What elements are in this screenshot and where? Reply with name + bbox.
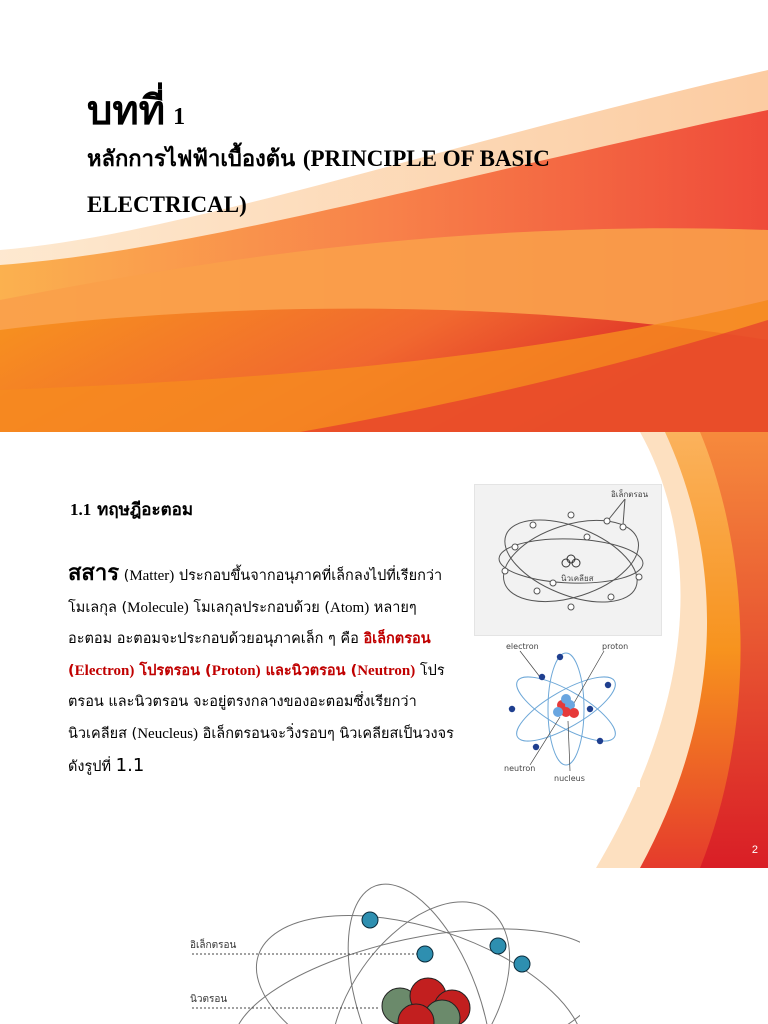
para-en-matter: Matter) xyxy=(129,568,175,584)
label-nucleus-thai: นิวเคลียส xyxy=(561,574,594,583)
para-neutron-thai: และนิวตรอน ( xyxy=(260,662,358,679)
para-proton-en: Proton) xyxy=(211,662,261,679)
chapter-subtitle xyxy=(87,136,647,228)
label-electron-thai: อิเล็กตรอน xyxy=(190,940,237,951)
para-text: โมเลกุลประกอบด้วย ( xyxy=(188,599,331,616)
para-text: ประกอบขึ้นจากอนุภาคที่เล็กลงไปที่เรียกว่าโมเลกุล ( xyxy=(68,568,443,616)
section-number: 1.1 xyxy=(70,500,92,519)
para-en-molecule: Molecule) xyxy=(127,599,189,616)
para-electron-en: Electron) xyxy=(74,662,135,679)
para-en-nucleus: Neucleus) xyxy=(137,725,199,742)
para-en-atom: Atom) xyxy=(330,599,370,616)
para-figure-ref: 1.1 xyxy=(115,755,145,776)
atom-3d-image xyxy=(180,868,580,1024)
chapter-word: บทที่ xyxy=(87,88,166,134)
para-neutron-en: Neutron) xyxy=(357,662,416,679)
section-title: ทฤษฎีอะตอม xyxy=(97,500,194,520)
subtitle-english: (PRINCIPLE OF BASIC ELECTRICAL) xyxy=(87,146,550,217)
label-neutron: neutron xyxy=(504,764,536,773)
para-text: หลายๆอะตอม อะตอมจะประกอบด้วยอนุภาคเล็ก ๆ คือ xyxy=(68,599,417,647)
chapter-title xyxy=(87,78,185,142)
chapter-number: 1 xyxy=(173,104,186,130)
para-proton-thai: โปรตรอน ( xyxy=(134,662,212,679)
slide-atom-theory xyxy=(0,432,768,868)
atom-diagram-image xyxy=(500,637,640,787)
label-electron: electron xyxy=(506,642,539,651)
slide-title xyxy=(0,0,768,432)
label-nucleus: nucleus xyxy=(554,774,585,783)
label-electron-thai: อิเล็กตรอน xyxy=(611,490,649,499)
section-paragraph xyxy=(68,558,458,784)
para-term-matter: สสาร xyxy=(68,561,120,586)
page-number: 2 xyxy=(751,844,758,856)
label-neutron-thai: นิวตรอน xyxy=(190,994,228,1005)
para-text: ( xyxy=(119,568,130,584)
section-heading xyxy=(70,496,193,523)
subtitle-thai: หลักการไฟฟ้าเบื้องต้น xyxy=(87,147,296,172)
para-text: อิเล็กตรอนจะวิ่งรอบๆ นิวเคลียสเป็นวงจรดังรูปที่ xyxy=(68,725,454,775)
para-electron-thai: อิเล็กตรอน ( xyxy=(68,631,431,679)
label-proton: proton xyxy=(602,642,629,651)
para-text: โปรตรอน และนิวตรอน จะอยู่ตรงกลางของอะตอมซึ่งเรียกว่านิวเคลียส ( xyxy=(68,662,445,742)
slide-atom-figure xyxy=(0,868,768,1024)
atom-orbit-sketch-image xyxy=(474,484,662,636)
